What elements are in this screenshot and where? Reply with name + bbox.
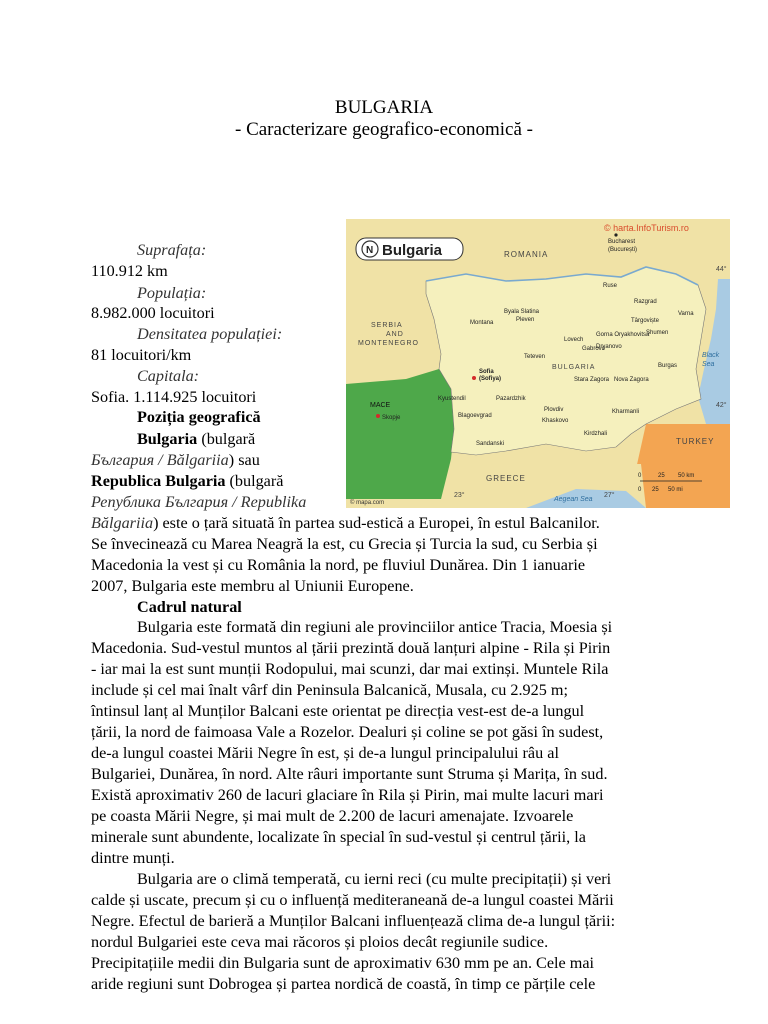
position-line-5 [91, 513, 600, 533]
bulgaria-country-label: BULGARIA [552, 364, 596, 371]
city-sofia: Sofia [479, 369, 494, 375]
city-razgrad: Razgrad [634, 299, 657, 305]
turkey-label: TURKEY [676, 437, 715, 446]
position-heading: Poziția geografică [137, 408, 261, 426]
natural-line: Macedonia. Sud-vestul muntos al țării prezintă două lanțuri alpine - Rila și Pirin [91, 639, 611, 657]
city-khaskovo: Khaskovo [542, 418, 569, 424]
macedonia-label: MACE [370, 402, 391, 409]
population-label: Populația: [137, 284, 207, 302]
skopje-marker [376, 414, 380, 418]
capital-value: Sofia. 1.114.925 locuitori [91, 388, 257, 406]
city-dryanovo: Dryanovo [596, 344, 622, 350]
climate-line: Precipitațiile medii din Bulgaria sunt de aproximativ 630 mm pe an. Cele mai [91, 954, 595, 972]
natural-heading: Cadrul natural [137, 598, 242, 616]
lat-42: 42° [716, 402, 727, 409]
macedonia-region [346, 369, 454, 499]
city-sofiya: (Sofiya) [479, 376, 502, 382]
greece-label: GREECE [486, 474, 526, 483]
republic-bold: Republica Bulgaria [91, 472, 226, 490]
climate-line: aride regiuni sunt Dobrogea și partea nordică de coastă, în timp ce părțile cele [91, 975, 596, 993]
position-line-4: Република България / Republika [91, 493, 307, 511]
scale-mi0: 0 [638, 487, 642, 493]
montenegro-label: MONTENEGRO [358, 340, 419, 347]
capital-marker [472, 376, 476, 380]
city-gorna: Gorna Oryakhovitsa [596, 332, 650, 338]
aegean-sea-label: Aegean Sea [554, 496, 593, 503]
city-montana: Montana [470, 320, 494, 326]
lat-44: 44° [716, 266, 727, 273]
romania-label: ROMANIA [504, 250, 549, 259]
position-line-8: 2007, Bulgaria este membru al Uniunii Europene. [91, 577, 414, 595]
scale-km25: 25 [658, 473, 665, 479]
city-stara: Stara Zagora [574, 377, 610, 383]
natural-line: Bulgariei, Dunărea, în nord. Alte râuri importante sunt Struma și Marița, în sud. [91, 765, 608, 783]
natural-line: țării, la nord de faimoasa Vale a Rozelor. Dealuri și coline se pot găsi în sudest, [91, 723, 604, 741]
position-line-2-rest: ) sau [228, 451, 260, 469]
city-kirdzhali: Kirdzhali [584, 431, 608, 437]
natural-line: - iar mai la est sunt munții Rodopului, mai scunzi, dar mai extinși. Muntele Rila [91, 660, 609, 678]
city-burgas: Burgas [658, 363, 678, 369]
page-subtitle: - Caracterizare geografico-economică - [235, 119, 533, 140]
climate-line: nordul Bulgariei este ceva mai răcoros și ploios decât regiunile sudice. [91, 933, 549, 951]
scale-km50: 50 km [678, 473, 695, 479]
city-gabrovo: Gabrovo [582, 346, 606, 352]
natural-line: dintre munți. [91, 849, 175, 867]
city-nova: Nova Zagora [614, 377, 649, 383]
city-targoviste: Târgoviște [631, 318, 660, 324]
city-byala: Byala Slatina [504, 309, 540, 315]
city-skopje: Skopje [382, 415, 401, 421]
position-line-1 [137, 429, 255, 449]
city-teteven: Teteven [524, 354, 546, 360]
city-bucuresti: (București) [608, 247, 638, 253]
lon-27: 27° [604, 492, 615, 499]
republic-native-name: Bălgariia [91, 514, 154, 532]
natural-line: Bulgaria este formată din regiuni ale provinciilor antice Tracia, Moesia și [137, 618, 613, 636]
natural-line: include și cel mai înalt vârf din Peninsula Balcanică, Musala, cu 2.925 m; [91, 681, 568, 699]
position-line-2 [91, 450, 260, 470]
city-sandanski: Sandanski [476, 441, 505, 447]
area-value: 110.912 km [91, 262, 168, 280]
city-pleven: Pleven [516, 317, 535, 323]
scale-mi25: 25 [652, 487, 659, 493]
black-sea-label-1: Black [702, 352, 720, 359]
map-watermark: © harta.InfoTurism.ro [604, 223, 689, 233]
bulgaria-map [346, 219, 730, 508]
city-dot [614, 233, 617, 236]
and-label: AND [386, 331, 404, 338]
bulgaria-native-name: България / Bălgariia [91, 451, 229, 469]
natural-line: întinsul lanț al Munților Balcani este orientat pe direcția vest-est de-a lungul [91, 702, 585, 720]
city-pazardzhik: Pazardzhik [496, 396, 526, 402]
city-lovech: Lovech [564, 337, 584, 343]
population-value: 8.982.000 locuitori [91, 304, 215, 322]
position-line-1-rest: (bulgară [197, 430, 256, 448]
page-title: BULGARIA [334, 97, 434, 118]
city-plovdiv: Plovdiv [544, 407, 564, 413]
scale-mi50: 50 mi [668, 487, 683, 493]
position-line-5-rest: ) este o țară situată în partea sud-estică a Europei, în estul Balcanilor. [153, 514, 600, 532]
density-value: 81 locuitori/km [91, 346, 192, 364]
city-ruse: Ruse [603, 283, 618, 289]
position-line-7: Macedonia la vest și cu România la nord, pe fluviul Dunărea. Din 1 ianuarie [91, 556, 586, 574]
natural-line: minerale sunt abundente, localizate în special în sud-vestul și centrul țării, la [91, 828, 586, 846]
position-line-3 [91, 471, 283, 491]
position-line-3-rest: (bulgară [225, 472, 284, 490]
city-kharmanli: Kharmanli [612, 409, 640, 415]
city-blagoevgrad: Blagoevgrad [458, 413, 492, 419]
map-credit: © mapa.com [350, 500, 385, 506]
scale-km0: 0 [638, 473, 642, 479]
natural-line: Există aproximativ 260 de lacuri glaciare în Rila și Pirin, mai multe lacuri mari [91, 786, 604, 804]
natural-line: pe coasta Mării Negre, și mai mult de 2.200 de lacuri amenajate. Izvoarele [91, 807, 574, 825]
natural-line: de-a lungul coastei Mării Negre în est, și de-a lungul principalului râu al [91, 744, 559, 762]
city-shumen: Shumen [646, 330, 669, 336]
climate-line: Bulgaria are o climă temperată, cu ierni reci (cu multe precipitații) și veri [137, 870, 612, 888]
black-sea-label-2: Sea [702, 361, 715, 368]
position-line-6: Se învecinează cu Marea Neagră la est, cu Grecia și Turcia la sud, cu Serbia și [91, 535, 598, 553]
area-label: Suprafața: [137, 241, 207, 259]
city-bucharest: Bucharest [608, 239, 636, 245]
lon-23: 23° [454, 492, 465, 499]
density-label: Densitatea populației: [137, 325, 283, 343]
city-varna: Varna [678, 311, 694, 317]
bulgaria-bold: Bulgaria [137, 430, 198, 448]
climate-line: calde și uscate, precum și cu o influență mediteraneană de-a lungul coastei Mării [91, 891, 614, 909]
capital-label: Capitala: [137, 367, 200, 385]
climate-line: Negre. Efectul de barieră a Munților Balcani influențează clima de-a lungul țării: [91, 912, 616, 930]
serbia-label: SERBIA [371, 322, 403, 329]
map-title-text: Bulgaria [382, 242, 443, 259]
city-kyustendil: Kyustendil [438, 396, 466, 402]
north-letter: N [366, 245, 374, 256]
